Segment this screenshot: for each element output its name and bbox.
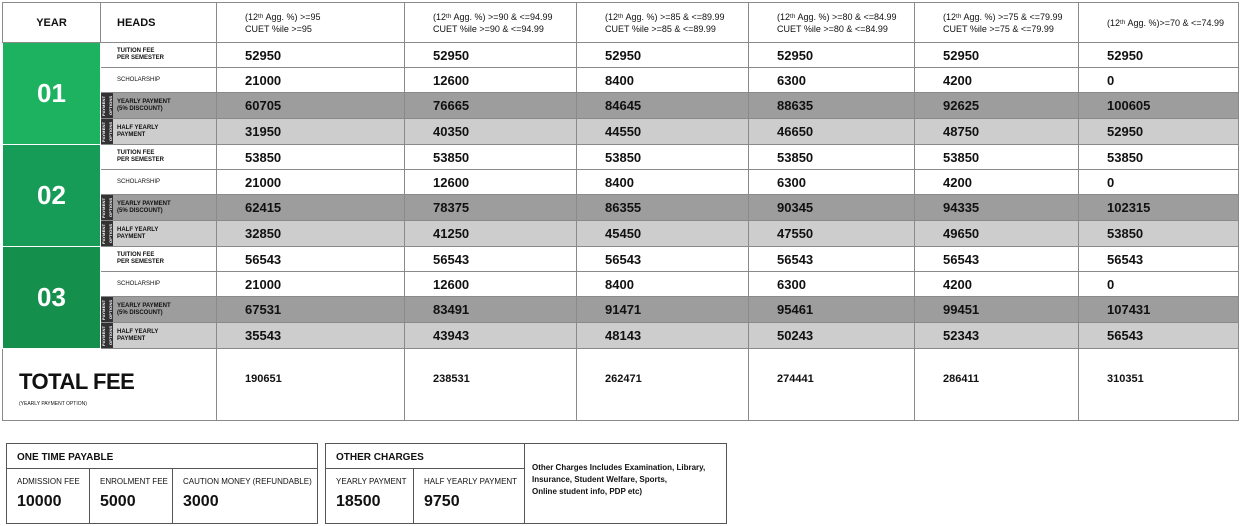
tuition-fee-head: TUITION FEE PER SEMESTER [101,145,217,170]
payment-options-tag: PAYMENT OPTIONS [101,93,113,118]
yearly-payment-head: PAYMENT OPTIONS YEARLY PAYMENT (5% DISCOUNT) [101,93,217,119]
other-half-yearly-value: 9750 [424,493,460,510]
payment-options-tag: PAYMENT OPTIONS [101,323,113,348]
yearly-payment-value: 107431 [1079,297,1239,323]
tuition-fee-row [3,247,1239,272]
tuition-fee-value: 56543 [915,247,1079,272]
yearly-payment-value: 90345 [749,195,915,221]
half-yearly-payment-value: 52343 [915,323,1079,349]
total-fee-value: 274441 [749,349,915,421]
slab-header-3: (12ᵗʰ Agg. %) >=85 & <=89.99 CUET %ile >=85 & <=89.99 [577,3,749,43]
total-fee-row [3,349,1239,421]
scholarship-value: 6300 [749,68,915,93]
yearly-payment-value: 94335 [915,195,1079,221]
half-yearly-payment-head: PAYMENT OPTIONS HALF YEARLY PAYMENT [101,119,217,145]
scholarship-value: 12600 [405,68,577,93]
scholarship-value: 12600 [405,170,577,195]
scholarship-value: 0 [1079,272,1239,297]
yearly-payment-value: 60705 [217,93,405,119]
scholarship-value: 0 [1079,170,1239,195]
yearly-payment-value: 76665 [405,93,577,119]
half-yearly-payment-row [3,323,1239,349]
year-label: 01 [3,43,101,145]
half-yearly-payment-value: 45450 [577,221,749,247]
scholarship-value: 8400 [577,170,749,195]
tuition-fee-value: 56543 [217,247,405,272]
other-yearly-label: YEARLY PAYMENT [336,477,407,486]
scholarship-value: 21000 [217,272,405,297]
other-charges-note: Other Charges Includes Examination, Library, Insurance, Student Welfare, Sports, Online student info, PDP etc) [532,463,706,496]
slab-header-4: (12ᵗʰ Agg. %) >=80 & <=84.99 CUET %ile >=80 & <=84.99 [749,3,915,43]
slab-header-6: (12ᵗʰ Agg. %)>=70 & <=74.99 [1079,3,1239,43]
yearly-payment-value: 92625 [915,93,1079,119]
scholarship-value: 8400 [577,272,749,297]
scholarship-row [3,170,1239,195]
total-fee-value: 190651 [217,349,405,421]
tuition-fee-value: 53850 [1079,145,1239,170]
half-yearly-payment-head: PAYMENT OPTIONS HALF YEARLY PAYMENT [101,323,217,349]
yearly-payment-value: 95461 [749,297,915,323]
half-yearly-payment-value: 32850 [217,221,405,247]
yearly-payment-row [3,93,1239,119]
half-yearly-payment-value: 52950 [1079,119,1239,145]
yearly-payment-row [3,195,1239,221]
tuition-fee-value: 52950 [217,43,405,68]
scholarship-value: 12600 [405,272,577,297]
half-yearly-payment-value: 41250 [405,221,577,247]
enrolment-fee-value: 5000 [100,493,136,510]
yearly-payment-value: 86355 [577,195,749,221]
tuition-fee-value: 52950 [1079,43,1239,68]
half-yearly-payment-value: 31950 [217,119,405,145]
caution-money-cell [173,469,317,524]
half-yearly-payment-value: 35543 [217,323,405,349]
scholarship-value: 4200 [915,68,1079,93]
yearly-payment-value: 67531 [217,297,405,323]
one-time-payable-box [6,443,318,524]
tuition-fee-value: 53850 [217,145,405,170]
yearly-payment-row [3,297,1239,323]
scholarship-value: 21000 [217,170,405,195]
enrolment-fee-cell [90,469,173,524]
admission-fee-label: ADMISSION FEE [17,477,80,486]
scholarship-value: 0 [1079,68,1239,93]
tuition-fee-row [3,145,1239,170]
half-yearly-payment-head: PAYMENT OPTIONS HALF YEARLY PAYMENT [101,221,217,247]
total-fee-value: 262471 [577,349,749,421]
tuition-fee-value: 53850 [749,145,915,170]
half-yearly-payment-value: 50243 [749,323,915,349]
yearly-payment-value: 78375 [405,195,577,221]
slab-header-5: (12ᵗʰ Agg. %) >=75 & <=79.99 CUET %ile >=75 & <=79.99 [915,3,1079,43]
fee-structure-table [2,2,1239,421]
other-charges-box [325,443,727,524]
yearly-payment-head: PAYMENT OPTIONS YEARLY PAYMENT (5% DISCOUNT) [101,195,217,221]
total-fee-value: 238531 [405,349,577,421]
tuition-fee-value: 56543 [749,247,915,272]
tuition-fee-value: 52950 [749,43,915,68]
scholarship-value: 6300 [749,272,915,297]
half-yearly-payment-value: 53850 [1079,221,1239,247]
half-yearly-payment-value: 47550 [749,221,915,247]
tuition-fee-value: 56543 [577,247,749,272]
admission-fee-value: 10000 [17,493,62,510]
header-row [3,3,1239,43]
admission-fee-cell [7,469,90,524]
yearly-payment-value: 99451 [915,297,1079,323]
tuition-fee-value: 53850 [405,145,577,170]
tuition-fee-value: 56543 [1079,247,1239,272]
scholarship-head: SCHOLARSHIP [101,68,217,93]
half-yearly-payment-value: 48143 [577,323,749,349]
other-half-yearly-cell [414,469,524,524]
tuition-fee-value: 52950 [405,43,577,68]
yearly-payment-value: 84645 [577,93,749,119]
tuition-fee-value: 53850 [915,145,1079,170]
yearly-payment-value: 102315 [1079,195,1239,221]
scholarship-head: SCHOLARSHIP [101,170,217,195]
other-half-yearly-label: HALF YEARLY PAYMENT [424,477,518,486]
year-label: 02 [3,145,101,247]
year-header: YEAR [3,3,101,43]
scholarship-value: 6300 [749,170,915,195]
year-label: 03 [3,247,101,349]
tuition-fee-value: 53850 [577,145,749,170]
payment-options-tag: PAYMENT OPTIONS [101,195,113,220]
tuition-fee-row [3,43,1239,68]
payment-options-tag: PAYMENT OPTIONS [101,119,113,144]
half-yearly-payment-row [3,119,1239,145]
tuition-fee-value: 56543 [405,247,577,272]
half-yearly-payment-value: 44550 [577,119,749,145]
tuition-fee-value: 52950 [577,43,749,68]
slab-header-1: (12ᵗʰ Agg. %) >=95 CUET %ile >=95 [217,3,405,43]
scholarship-row [3,272,1239,297]
slab-header-2: (12ᵗʰ Agg. %) >=90 & <=94.99 CUET %ile >=90 & <=94.99 [405,3,577,43]
scholarship-value: 8400 [577,68,749,93]
half-yearly-payment-value: 49650 [915,221,1079,247]
half-yearly-payment-value: 56543 [1079,323,1239,349]
yearly-payment-value: 83491 [405,297,577,323]
scholarship-value: 4200 [915,170,1079,195]
tuition-fee-value: 52950 [915,43,1079,68]
yearly-payment-value: 91471 [577,297,749,323]
half-yearly-payment-value: 43943 [405,323,577,349]
half-yearly-payment-value: 40350 [405,119,577,145]
payment-options-tag: PAYMENT OPTIONS [101,297,113,322]
scholarship-value: 21000 [217,68,405,93]
other-yearly-value: 18500 [336,493,381,510]
yearly-payment-value: 62415 [217,195,405,221]
tuition-fee-head: TUITION FEE PER SEMESTER [101,43,217,68]
heads-header: HEADS [101,3,217,43]
half-yearly-payment-value: 46650 [749,119,915,145]
total-fee-label: TOTAL FEE (YEARLY PAYMENT OPTION) [3,349,217,421]
one-time-payable-title: ONE TIME PAYABLE [7,444,317,469]
other-yearly-cell [326,469,414,524]
yearly-payment-head: PAYMENT OPTIONS YEARLY PAYMENT (5% DISCOUNT) [101,297,217,323]
half-yearly-payment-value: 48750 [915,119,1079,145]
scholarship-row [3,68,1239,93]
half-yearly-payment-row [3,221,1239,247]
total-fee-value: 310351 [1079,349,1239,421]
yearly-payment-value: 88635 [749,93,915,119]
scholarship-head: SCHOLARSHIP [101,272,217,297]
yearly-payment-value: 100605 [1079,93,1239,119]
enrolment-fee-label: ENROLMENT FEE [100,477,168,486]
total-fee-value: 286411 [915,349,1079,421]
caution-money-label: CAUTION MONEY (REFUNDABLE) [183,477,312,486]
other-charges-title: OTHER CHARGES [326,444,524,469]
scholarship-value: 4200 [915,272,1079,297]
payment-options-tag: PAYMENT OPTIONS [101,221,113,246]
tuition-fee-head: TUITION FEE PER SEMESTER [101,247,217,272]
caution-money-value: 3000 [183,493,219,510]
